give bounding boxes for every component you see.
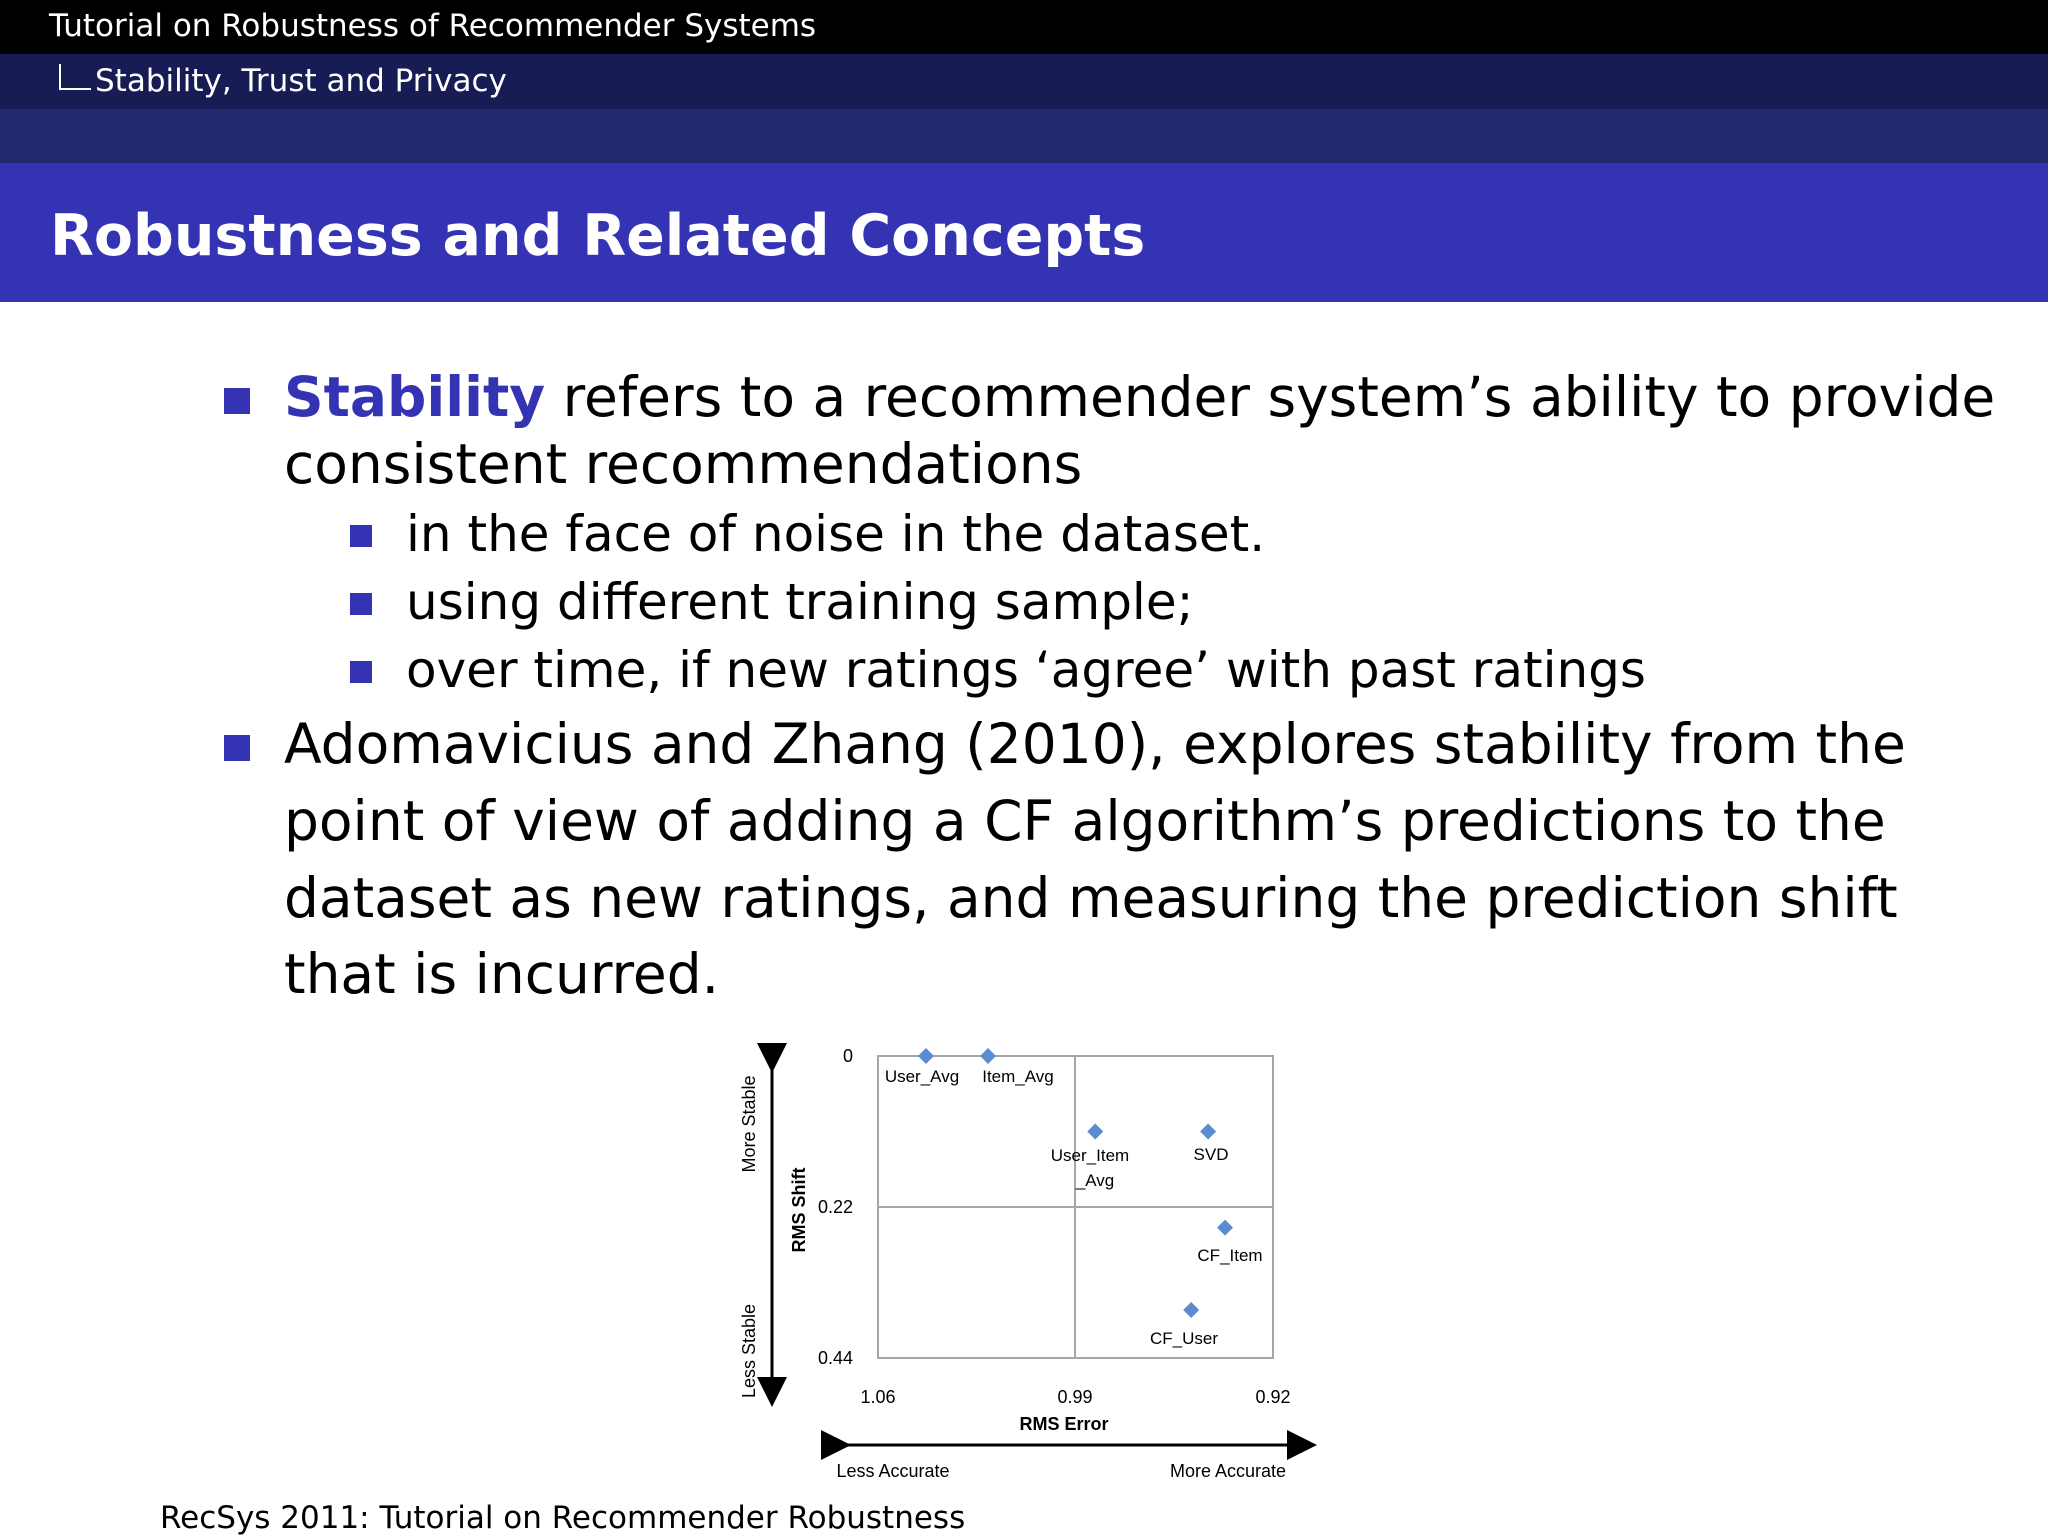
x-tick-label: 0.92 bbox=[1255, 1387, 1291, 1407]
scatter-point-item-avg bbox=[980, 1048, 996, 1064]
y-tick-label: 0.22 bbox=[817, 1197, 853, 1217]
y-axis-label: RMS Shift bbox=[789, 1167, 809, 1253]
bullet2-line1: Adomavicius and Zhang (2010), explores stability from the bbox=[284, 712, 1906, 776]
point-label-user-avg: User_Avg bbox=[884, 1067, 960, 1086]
bullet1-text: refers to a recommender system’s ability to provide bbox=[545, 365, 1996, 429]
less-stable-label: Less Stable bbox=[739, 1303, 759, 1399]
scatter-point-user-item-avg bbox=[1087, 1124, 1103, 1140]
subitem-3: over time, if new ratings ‘agree’ with past ratings bbox=[406, 641, 1646, 699]
frame-title: Robustness and Related Concepts bbox=[50, 203, 1146, 269]
scatter-point-cf-user bbox=[1183, 1302, 1199, 1318]
presentation-title: Tutorial on Robustness of Recommender Systems bbox=[49, 8, 817, 44]
bullet2-line3: dataset as new ratings, and measuring the prediction shift bbox=[284, 866, 1898, 930]
more-accurate-label: More Accurate bbox=[1169, 1461, 1287, 1481]
less-accurate-label: Less Accurate bbox=[836, 1461, 950, 1481]
subitem-2: using different training sample; bbox=[406, 573, 1194, 631]
section-title: Stability, Trust and Privacy bbox=[95, 63, 507, 99]
point-label-item-avg: Item_Avg bbox=[982, 1067, 1054, 1086]
x-axis-label: RMS Error bbox=[1019, 1414, 1109, 1434]
more-stable-label: More Stable bbox=[739, 1075, 759, 1173]
x-tick-label: 0.99 bbox=[1057, 1387, 1093, 1407]
bullet2-line4: that is incurred. bbox=[284, 942, 720, 1006]
y-tick-label: 0 bbox=[842, 1046, 853, 1066]
bullet2-line2: point of view of adding a CF algorithm’s predictions to the bbox=[284, 789, 1886, 853]
point-label-user-item-avg-2: _Avg bbox=[1075, 1171, 1115, 1190]
point-label-cf-item: CF_Item bbox=[1197, 1246, 1263, 1265]
scatter-point-cf-item bbox=[1217, 1220, 1233, 1236]
footer-text: RecSys 2011: Tutorial on Recommender Robustness bbox=[160, 1500, 966, 1536]
point-label-svd: SVD bbox=[1193, 1145, 1229, 1164]
x-tick-label: 1.06 bbox=[860, 1387, 896, 1407]
stability-keyword: Stability bbox=[284, 365, 546, 429]
point-label-user-item-avg-1: User_Item bbox=[1050, 1146, 1130, 1165]
bullet1-line2: consistent recommendations bbox=[284, 432, 1083, 496]
point-label-cf-user: CF_User bbox=[1149, 1329, 1219, 1348]
scatter-point-user-avg bbox=[918, 1048, 934, 1064]
subitem-1: in the face of noise in the dataset. bbox=[406, 505, 1266, 563]
y-tick-label: 0.44 bbox=[817, 1348, 853, 1368]
scatter-point-svd bbox=[1200, 1124, 1216, 1140]
